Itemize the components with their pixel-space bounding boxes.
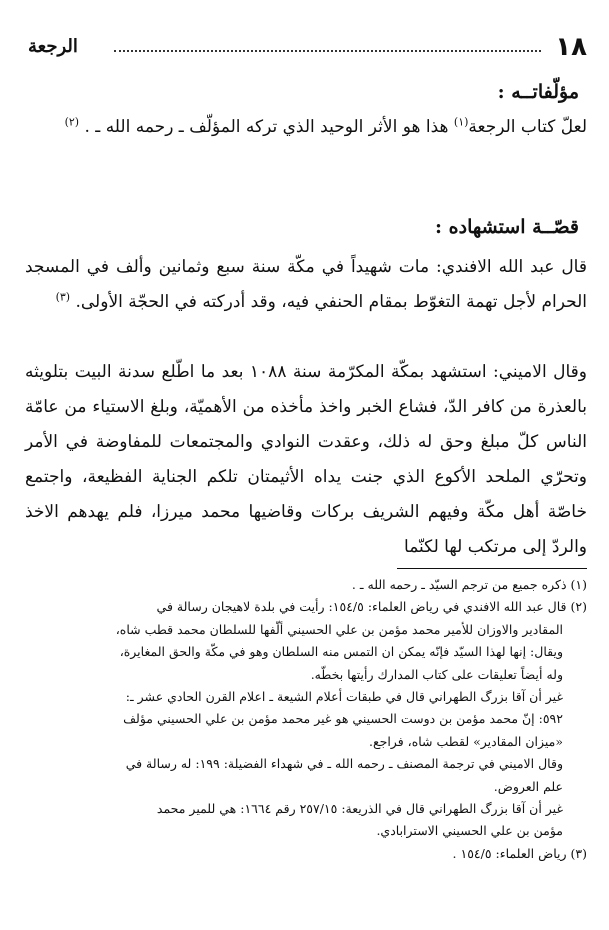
footnote-3: (٣) رياض العلماء: ١٥٤/٥ .: [452, 845, 587, 861]
header-dotted-leader: [114, 50, 541, 52]
footnote-2-line: ٥٩٢: إنّ محمد مؤمن بن دوست الحسيني هو غير محمد مؤمن بن علي الحسيني مؤلف: [123, 711, 563, 727]
martyrdom-heading: قصّــة استشهاده :: [435, 216, 579, 238]
footnote-ref-2[interactable]: (٢): [64, 115, 80, 129]
footnote-2-line: غير أن آقا بزرگ الطهراني قال في طبقات أعلام الشيعة ـ اعلام القرن الحادي عشر ـ:: [125, 689, 563, 705]
running-title: الرجعة: [28, 36, 78, 57]
martyrdom-text: قال عبد الله الافندي: مات شهيداً في مكّة سنة سبع وثمانين وألف في المسجد الحرام لأجل تهمة التغوّط بمقام الحنفي فيه، وقد أدركته في الحجّة الأولى.: [25, 257, 587, 312]
amini-paragraph: وقال الاميني: استشهد بمكّة المكرّمة سنة ١٠٨٨ بعد ما اطّلع سدنة البيت بتلويثه بالعذرة من كافر الدّ، فشاع الخبر واخذ مأخذه من الأهميّة، وبلغ الاستياء من عامّة الناس كلّ مبلغ وحق له ذلك، وعقدت النوادي والمجتمعات للمفاوضة في الأمر وتحرّي الملحد الأكوع الذي جنت يداه الأثيمتان تلكم الجناية الفظيعة، واجتمع خاصّة أهل مكّة وفيهم الشريف بركات وقاضيها محمد ميرزا، فلم يهدهم الاخذ والردّ إلى مرتكب لها لكنّما: [25, 362, 588, 557]
footnote-2-line: ويقال: إنها لهذا السيّد فإنّه يمكن ان التمس منه السلطان وهو في مكّة والحق المغايرة،: [119, 644, 563, 660]
footnote-separator: [397, 568, 587, 569]
works-heading: مؤلّفاتــه :: [497, 81, 579, 103]
footnote-2-line: وقال الاميني في ترجمة المصنف ـ رحمه الله ـ في شهداء الفضيلة: ١٩٩: له رسالة في: [125, 756, 563, 772]
footnote-2-line: وله أيضاً تعليقات على كتاب المدارك رأيتها بخطّه.: [310, 666, 563, 682]
footnote-ref-1[interactable]: (١): [453, 115, 469, 129]
footnote-2-line: «ميزان المقادير» لقطب شاه، فراجع.: [368, 733, 563, 749]
footnote-2: (٢) قال عبد الله الافندي في رياض العلماء: ١٥٤/٥: رأيت في بلدة لاهيجان رسالة في: [156, 599, 587, 615]
footnote-ref-3[interactable]: (٣): [55, 290, 71, 304]
footnote-2-line: غير أن آقا بزرگ الطهراني قال في الذريعة: ٢٥٧/١٥ رقم ١٦٦٤: هي للمير محمد: [156, 801, 563, 817]
footnote-2-line: المقادير والاوزان للأمير محمد مؤمن بن علي الحسيني ألّفها للسلطان محمد قطب شاه،: [115, 621, 563, 637]
running-head: [28, 30, 587, 64]
footnote-1: (١) ذكره جميع من ترجم السيّد ـ رحمه الله ـ .: [351, 577, 587, 592]
footnotes: [22, 574, 587, 865]
martyrdom-paragraph: [25, 250, 587, 320]
footnote-2-line: علم العروض.: [493, 778, 563, 794]
works-text-start: لعلّ كتاب الرجعة: [468, 117, 587, 137]
works-paragraph: [25, 110, 587, 145]
footnote-2-line: مؤمن بن علي الحسيني الاسترابادي.: [376, 823, 563, 839]
page-number: ١٨: [555, 32, 587, 62]
works-text-end: هذا هو الأثر الوحيد الذي تركه المؤلّف ـ رحمه الله ـ .: [84, 117, 454, 137]
